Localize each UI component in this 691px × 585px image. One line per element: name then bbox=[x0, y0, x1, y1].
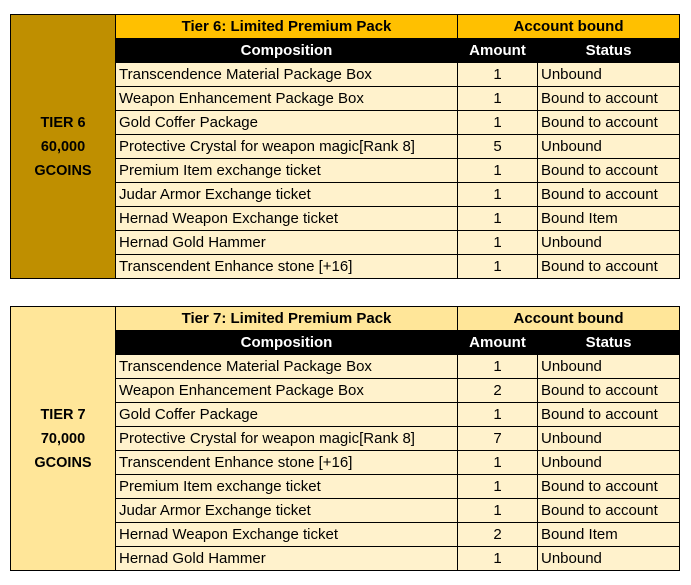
status-cell: Bound to account bbox=[538, 183, 680, 207]
composition-cell: Judar Armor Exchange ticket bbox=[116, 499, 458, 523]
amount-cell: 1 bbox=[458, 183, 538, 207]
amount-cell: 1 bbox=[458, 207, 538, 231]
amount-cell: 1 bbox=[458, 499, 538, 523]
tier-price-line: GCOINS bbox=[34, 162, 92, 179]
tier-7-body bbox=[11, 307, 680, 571]
composition-cell: Premium Item exchange ticket bbox=[116, 475, 458, 499]
status-cell: Bound to account bbox=[538, 379, 680, 403]
status-cell: Bound to account bbox=[538, 475, 680, 499]
pack-title-row bbox=[11, 307, 680, 331]
amount-cell: 1 bbox=[458, 355, 538, 379]
tier-7-table-block bbox=[10, 306, 679, 571]
status-cell: Bound Item bbox=[538, 207, 680, 231]
amount-cell: 1 bbox=[458, 403, 538, 427]
composition-cell: Transcendence Material Package Box bbox=[116, 355, 458, 379]
amount-cell: 7 bbox=[458, 427, 538, 451]
bound-title: Account bound bbox=[458, 15, 680, 39]
status-cell: Unbound bbox=[538, 355, 680, 379]
composition-cell: Weapon Enhancement Package Box bbox=[116, 87, 458, 111]
composition-cell: Protective Crystal for weapon magic[Rank 8] bbox=[116, 427, 458, 451]
status-cell: Bound to account bbox=[538, 87, 680, 111]
status-cell: Unbound bbox=[538, 63, 680, 87]
tier-price-line: 60,000 bbox=[40, 138, 86, 155]
composition-cell: Protective Crystal for weapon magic[Rank 8] bbox=[116, 135, 458, 159]
tier-6-body bbox=[11, 15, 680, 279]
tier-price-line: 70,000 bbox=[40, 430, 86, 447]
composition-cell: Gold Coffer Package bbox=[116, 111, 458, 135]
amount-cell: 1 bbox=[458, 547, 538, 571]
tier-6-table bbox=[10, 14, 680, 279]
status-header: Status bbox=[538, 331, 680, 355]
composition-cell: Hernad Gold Hammer bbox=[116, 231, 458, 255]
tier-6-table-block bbox=[10, 14, 679, 279]
composition-cell: Transcendent Enhance stone [+16] bbox=[116, 451, 458, 475]
status-cell: Bound to account bbox=[538, 159, 680, 183]
tier-price-cell bbox=[11, 15, 116, 279]
amount-cell: 1 bbox=[458, 111, 538, 135]
amount-cell: 1 bbox=[458, 87, 538, 111]
composition-cell: Transcendence Material Package Box bbox=[116, 63, 458, 87]
status-cell: Unbound bbox=[538, 547, 680, 571]
composition-cell: Transcendent Enhance stone [+16] bbox=[116, 255, 458, 279]
amount-cell: 5 bbox=[458, 135, 538, 159]
amount-cell: 1 bbox=[458, 475, 538, 499]
composition-header: Composition bbox=[116, 39, 458, 63]
amount-cell: 2 bbox=[458, 379, 538, 403]
tier-price-line: TIER 6 bbox=[40, 114, 86, 131]
tier-price-line: TIER 7 bbox=[40, 406, 86, 423]
tier-price-line: GCOINS bbox=[34, 454, 92, 471]
status-cell: Unbound bbox=[538, 231, 680, 255]
amount-header: Amount bbox=[458, 331, 538, 355]
tier-price-cell bbox=[11, 307, 116, 571]
status-cell: Bound to account bbox=[538, 499, 680, 523]
pack-title: Tier 7: Limited Premium Pack bbox=[116, 307, 458, 331]
status-header: Status bbox=[538, 39, 680, 63]
composition-cell: Hernad Gold Hammer bbox=[116, 547, 458, 571]
status-cell: Bound Item bbox=[538, 523, 680, 547]
bound-title: Account bound bbox=[458, 307, 680, 331]
pack-title-row bbox=[11, 15, 680, 39]
amount-cell: 1 bbox=[458, 451, 538, 475]
composition-cell: Hernad Weapon Exchange ticket bbox=[116, 207, 458, 231]
amount-cell: 1 bbox=[458, 159, 538, 183]
composition-cell: Judar Armor Exchange ticket bbox=[116, 183, 458, 207]
pack-title: Tier 6: Limited Premium Pack bbox=[116, 15, 458, 39]
status-cell: Unbound bbox=[538, 427, 680, 451]
status-cell: Unbound bbox=[538, 451, 680, 475]
composition-cell: Hernad Weapon Exchange ticket bbox=[116, 523, 458, 547]
composition-header: Composition bbox=[116, 331, 458, 355]
status-cell: Bound to account bbox=[538, 255, 680, 279]
amount-cell: 2 bbox=[458, 523, 538, 547]
status-cell: Bound to account bbox=[538, 403, 680, 427]
status-cell: Unbound bbox=[538, 135, 680, 159]
composition-cell: Gold Coffer Package bbox=[116, 403, 458, 427]
status-cell: Bound to account bbox=[538, 111, 680, 135]
tier-7-table bbox=[10, 306, 680, 571]
composition-cell: Premium Item exchange ticket bbox=[116, 159, 458, 183]
amount-header: Amount bbox=[458, 39, 538, 63]
amount-cell: 1 bbox=[458, 255, 538, 279]
composition-cell: Weapon Enhancement Package Box bbox=[116, 379, 458, 403]
amount-cell: 1 bbox=[458, 63, 538, 87]
amount-cell: 1 bbox=[458, 231, 538, 255]
